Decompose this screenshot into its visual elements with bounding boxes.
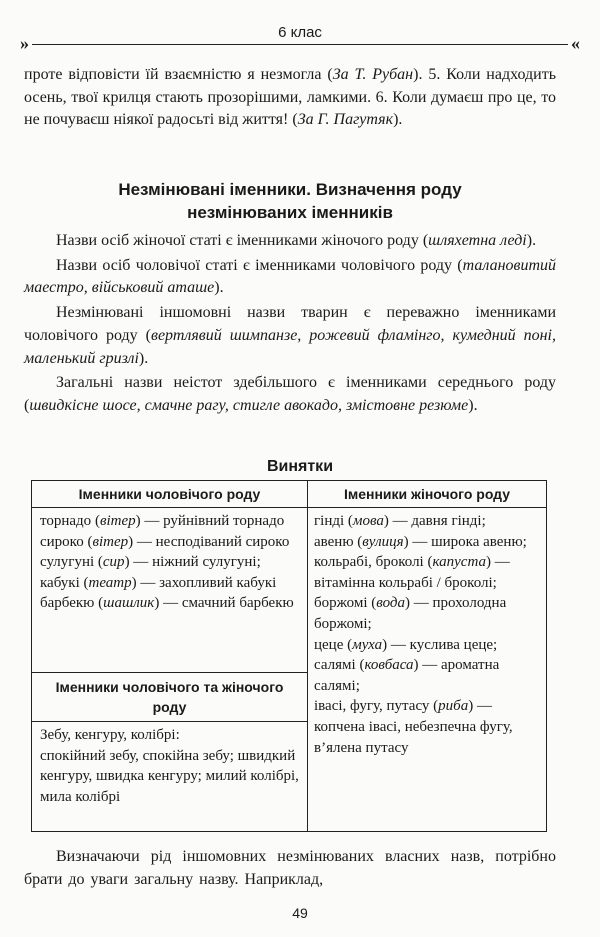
intro-source-2: За Г. Пагутяк <box>297 111 394 129</box>
rule-examples: талановитий маестро, військовий аташе <box>24 256 556 297</box>
header-rule <box>32 44 568 45</box>
intro-text-1: проте відповісти їй взаємністю я незмогла ( <box>24 66 333 83</box>
rule-paragraph <box>24 255 556 300</box>
list-item: цеце (муха) — куслива цеце; <box>314 636 498 653</box>
list-item: гінді (мова) — давня гінді; <box>314 513 486 529</box>
right-guillemet: « <box>571 33 580 53</box>
list-item: сулугуні (сир) — ніжний сулугуні; <box>40 554 261 571</box>
section-title <box>24 178 556 224</box>
masc-fem-words: Зебу, кенгуру, колібрі: <box>40 727 180 743</box>
list-item: кабукі (театр) — захопливий кабукі <box>40 574 277 591</box>
feminine-header: Іменники жіночого роду <box>308 481 546 508</box>
rule-close: ). <box>138 349 149 367</box>
list-item: авеню (вулиця) — широка авеню; <box>314 533 527 550</box>
intro-text-2: ). 5. Коли надходить осень, твої крилця стають прозорішими, ламкими. 6. Коли думаєш про це, то не почуваєш ніякої радосьті від життя! ( <box>24 66 556 129</box>
page-header <box>22 24 578 52</box>
outro-paragraph: Визначаючи рід іншомовних незмінюваних власних назв, потрібно брати до уваги загальну назву. Наприклад, <box>24 848 556 888</box>
rule-text: Назви осіб чоловічої статі є іменниками чоловічого роду ( <box>56 256 463 274</box>
masc-fem-header: Іменники чоловічого та жіночого роду <box>32 672 307 722</box>
masculine-header: Іменники чоловічого роду <box>32 481 307 508</box>
masc-fem-cell <box>32 722 307 807</box>
rule-close: ). <box>468 396 478 414</box>
feminine-cell <box>308 508 546 758</box>
exceptions-title: Винятки <box>266 458 334 475</box>
rule-text: Загальні назви неістот здебільшого є іменниками середнього роду ( <box>24 374 556 414</box>
masc-fem-examples: спокійний зебу, спокійна зебу; швидкий кенгуру, швидка кенгуру; милий колібрі, мила колібрі <box>40 747 299 805</box>
rule-text: Назви осіб жіночої статі є іменниками жіночого роду ( <box>56 232 429 249</box>
left-guillemet: » <box>20 33 29 53</box>
rule-text: Незмінювані іншомовні назви тварин є переважно іменниками чоловічого роду ( <box>24 304 556 344</box>
list-item: барбекю (шашлик) — смачний барбекю <box>40 595 294 612</box>
exceptions-right-column <box>308 481 546 831</box>
intro-text-3: ). <box>393 111 403 129</box>
rule-examples: вертлявий шимпанзе, рожевий фламінго, кумедний поні, маленький гризлі <box>24 326 557 367</box>
masculine-cell <box>32 508 307 672</box>
list-item: сироко (вітер) — несподіваний сироко <box>40 533 290 550</box>
exceptions-table <box>31 480 547 832</box>
section-title-line-1: Незмінювані іменники. Визначення роду <box>118 180 462 199</box>
rules-block <box>24 230 556 420</box>
list-item: салямі (ковбаса) — ароматна салямі; <box>314 657 500 694</box>
rule-paragraph <box>24 230 556 253</box>
list-item: івасі, фугу, путасу (риба) — копчена івасі, небезпечна фугу, в’ялена путасу <box>314 698 513 756</box>
rule-close: ). <box>214 279 224 297</box>
rule-paragraph <box>24 302 556 370</box>
page-number: 49 <box>292 905 308 921</box>
rule-close: ). <box>526 232 537 249</box>
rule-examples: шляхетна леді <box>428 232 527 249</box>
grade-label: 6 клас <box>278 24 322 41</box>
list-item: торнадо (вітер) — руйнівний торнадо <box>40 513 285 529</box>
section-title-line-2: незмінюваних іменників <box>187 203 393 222</box>
intro-source-1: За Т. Рубан <box>332 66 414 83</box>
list-item: кольрабі, броколі (капуста) — вітамінна кольрабі / броколі; <box>314 554 510 591</box>
rule-paragraph <box>24 372 556 417</box>
intro-paragraph <box>24 64 556 132</box>
exceptions-left-column <box>32 481 308 831</box>
list-item: боржомі (вода) — прохолодна боржомі; <box>314 595 507 632</box>
rule-examples: швидкісне шосе, смачне рагу, стигле авокадо, змістовне резюме <box>29 396 469 414</box>
